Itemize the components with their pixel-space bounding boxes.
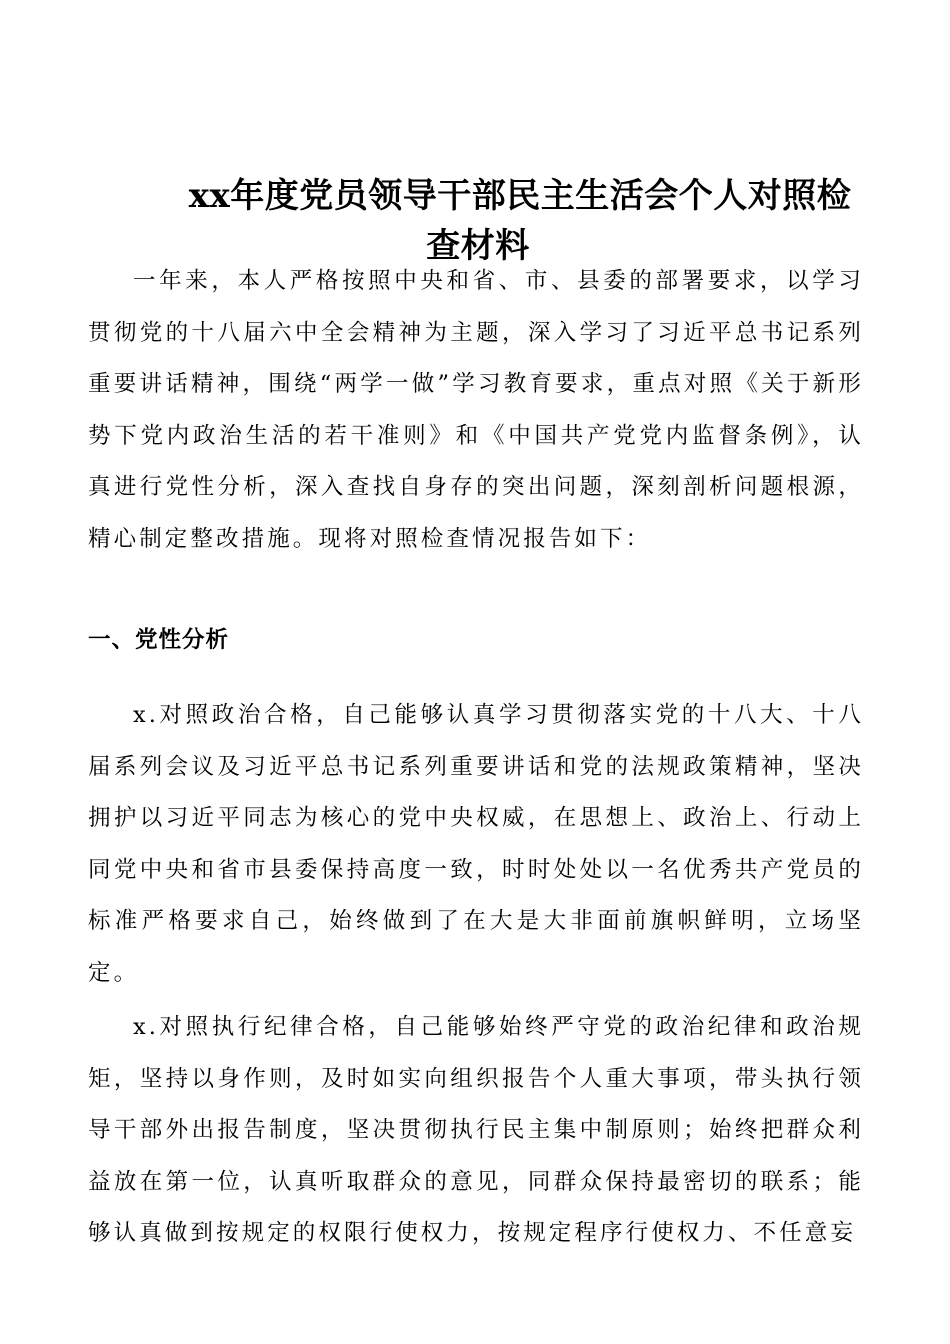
title-line-1: xx年度党员领导干部民主生活会个人对照检: [188, 175, 852, 216]
section-heading-party-analysis: 一、党性分析: [88, 627, 230, 653]
paragraph-discipline-qualification: x.对照执行纪律合格，自己能够始终严守党的政治纪律和政治规矩，坚持以身作则，及时如实向组织报告个人重大事项，带头执行领导干部外出报告制度，坚决贯彻执行民主集中制原则；始终把群众利益放在第一位，认真听取群众的意见，同群众保持最密切的联系；能够认真做到按规定的权限行使权力，按规定程序行使权力、不任意妄: [88, 1014, 864, 1246]
intro-paragraph: 一年来，本人严格按照中央和省、市、县委的部署要求，以学习贯彻党的十八届六中全会精神为主题，深入学习了习近平总书记系列重要讲话精神，围绕“两学一做”学习教育要求，重点对照《关于新形势下党内政治生活的若干准则》和《中国共产党党内监督条例》，认真进行党性分析，深入查找自身存的突出问题，深刻剖析问题根源，精心制定整改措施。现将对照检查情况报告如下：: [88, 268, 864, 552]
paragraph-political-qualification: x.对照政治合格，自己能够认真学习贯彻落实党的十八大、十八届系列会议及习近平总书记系列重要讲话和党的法规政策精神，坚决拥护以习近平同志为核心的党中央权威，在思想上、政治上、行动上同党中央和省市县委保持高度一致，时时处处以一名优秀共产党员的标准严格要求自己，始终做到了在大是大非面前旗帜鲜明，立场坚定。: [88, 702, 864, 986]
title-line-2: 查材料: [426, 225, 530, 266]
